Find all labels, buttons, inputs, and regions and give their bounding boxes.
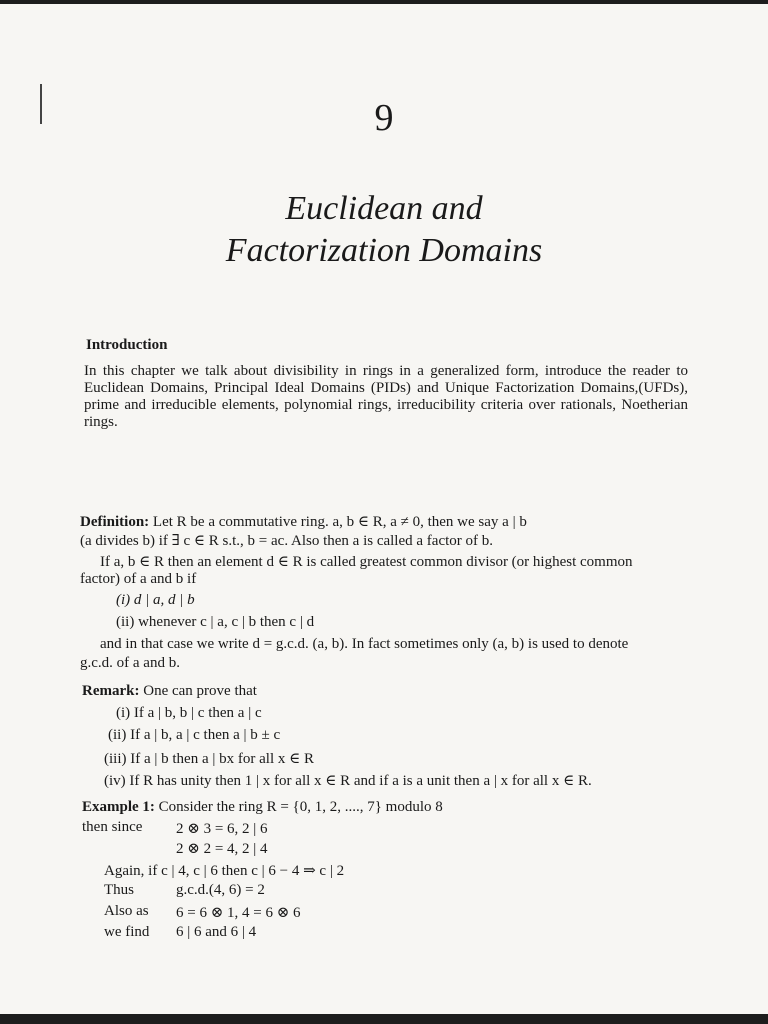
example-eq2: 2 ⊗ 2 = 4, 2 | 4 xyxy=(176,841,268,857)
example-we-find: we find xyxy=(104,924,150,940)
chapter-title-line2: Factorization Domains xyxy=(225,232,543,269)
introduction-paragraph: In this chapter we talk about divisibility in rings in a generalized form, introduce the reader to Euclidean Domains, Principal Ideal Domains (PIDs) and Unique Factorization Domains,(UFDs), prime and irreducible elements, polynomial rings, irreducibility criteria over rationals, Noetherian rings. xyxy=(84,363,688,430)
definition-line3: If a, b ∈ R then an element d ∈ R is called greatest common divisor (or highest common xyxy=(100,554,633,570)
definition-item2: (ii) whenever c | a, c | b then c | d xyxy=(116,614,315,630)
definition-line4: factor) of a and b if xyxy=(80,571,197,587)
section-heading-introduction: Introduction xyxy=(86,337,168,353)
definition-line2: (a divides b) if ∃ c ∈ R s.t., b = ac. Also then a is called a factor of b. xyxy=(80,533,494,549)
remark-item-3: (iii) If a | b then a | bx for all x ∈ R xyxy=(104,751,314,767)
remark-label: Remark: xyxy=(82,683,140,699)
definition-label: Definition: xyxy=(80,514,150,530)
remark-item-1: (i) If a | b, b | c then a | c xyxy=(116,705,262,721)
example-eq1: 2 ⊗ 3 = 6, 2 | 6 xyxy=(176,821,268,837)
example-again: Again, if c | 4, c | 6 then c | 6 − 4 ⇒ c | 2 xyxy=(104,863,345,879)
example-line1 xyxy=(82,799,443,816)
remark-intro-line xyxy=(82,683,257,700)
example-thus: Thus xyxy=(104,882,134,898)
book-page xyxy=(0,4,768,1014)
example-text: Consider the ring R = {0, 1, 2, ...., 7} modulo 8 xyxy=(158,799,443,815)
definition-item1: (i) d | a, d | b xyxy=(116,592,195,608)
example-then-since: then since xyxy=(82,819,143,835)
example-thus-val: g.c.d.(4, 6) = 2 xyxy=(176,882,265,898)
definition-text1: Let R be a commutative ring. a, b ∈ R, a ≠ 0, then we say a | b xyxy=(152,514,527,530)
definition-line1 xyxy=(80,512,527,531)
chapter-title-line1: Euclidean and xyxy=(285,190,483,227)
example-also-as: Also as xyxy=(104,903,149,919)
example-also-val: 6 = 6 ⊗ 1, 4 = 6 ⊗ 6 xyxy=(176,905,301,921)
definition-line5: and in that case we write d = g.c.d. (a, b). In fact sometimes only (a, b) is used to denote xyxy=(100,636,629,652)
chapter-number: 9 xyxy=(374,97,394,139)
remark-intro: One can prove that xyxy=(143,683,257,699)
remark-item-2: (ii) If a | b, a | c then a | b ± c xyxy=(108,727,281,743)
definition-line6: g.c.d. of a and b. xyxy=(80,655,180,671)
remark-item-4: (iv) If R has unity then 1 | x for all x ∈ R and if a is a unit then a | x for all x ∈ R. xyxy=(104,773,592,789)
example-label: Example 1: xyxy=(82,799,155,815)
example-we-find-val: 6 | 6 and 6 | 4 xyxy=(176,924,257,940)
